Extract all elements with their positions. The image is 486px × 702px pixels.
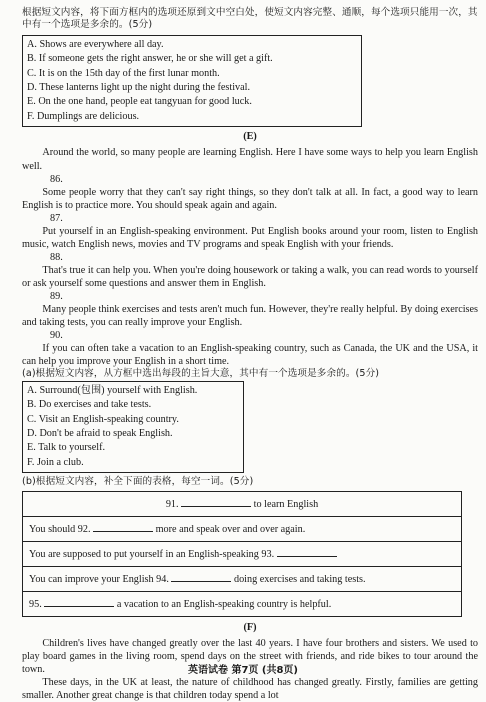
part-a-option-d: D. Don't be afraid to speak English.	[27, 428, 173, 439]
option-e: E. On the one hand, people eat tangyuan for good luck.	[27, 96, 252, 108]
answer-blank-94[interactable]	[171, 572, 231, 582]
section-e-paragraph-4: Many people think exercises and tests aren't much fun. However, they're really helpful. By doing exercises and taking tests, you can really improve your English.	[22, 304, 478, 329]
section-d-instruction: 根据短文内容，将下面方框内的选项还原到文中空白处，使短文内容完整、通顺，每个选项只能用一次，其中有一个选项是多余的。(5分)	[22, 7, 478, 31]
part-a-option-a: A. Surround(包围) yourself with English.	[27, 384, 198, 396]
question-87: 87.	[50, 212, 63, 224]
section-e-paragraph-3: That's true it can help you. When you're doing housework or taking a walk, you can read words to yourself or ask yourself some questions and answer them in English.	[22, 264, 478, 289]
part-a-option-b: B. Do exercises and take tests.	[27, 399, 152, 411]
blank-label-92: You should 92.	[29, 523, 91, 535]
question-90: 90.	[50, 330, 63, 342]
section-f-paragraph-2: These days, in the UK at least, the nature of childhood has changed greatly. Firstly, families are getting smaller. Another great change is that children today spend a lot	[22, 677, 478, 702]
table-cell	[23, 591, 462, 616]
question-88: 88.	[50, 251, 63, 263]
option-d: D. These lanterns light up the night during the festival.	[27, 81, 251, 93]
part-a-instruction: (a)根据短文内容，从方框中选出每段的主旨大意，其中有一个选项是多余的。(5分)	[22, 368, 380, 380]
answer-blank-92[interactable]	[93, 522, 153, 532]
part-a-options-box	[22, 381, 244, 474]
section-d-options-box	[22, 35, 362, 128]
table-cell	[23, 491, 462, 516]
option-a: A. Shows are everywhere all day.	[27, 38, 164, 50]
section-e-paragraph-5: If you can often take a vacation to an English-speaking country, such as Canada, the UK and the USA, it can help you improve your English in a short time.	[22, 343, 478, 368]
section-e-paragraph-2: Put yourself in an English-speaking environment. Put English books around your room, listen to English music, watch English news, movies and TV programs and speak English with your friends.	[22, 225, 478, 250]
blank-label-94: You can improve your English 94.	[29, 573, 169, 585]
table-row	[23, 491, 462, 516]
row-text: to learn English	[253, 498, 319, 510]
answer-blank-95[interactable]	[44, 597, 114, 607]
table-row	[23, 541, 462, 566]
blank-label-91: 91.	[165, 498, 179, 510]
table-cell	[23, 566, 462, 591]
section-e-title: (E)	[243, 131, 257, 143]
table-row	[23, 566, 462, 591]
page-footer: 英语试卷 第7页 (共8页)	[187, 665, 299, 676]
answer-blank-91[interactable]	[181, 497, 251, 507]
option-c: C. It is on the 15th day of the first lunar month.	[27, 67, 220, 79]
answer-blank-93[interactable]	[277, 547, 337, 557]
blank-label-93: You are supposed to put yourself in an English-speaking 93.	[29, 548, 275, 560]
table-row	[23, 516, 462, 541]
table-cell	[23, 541, 462, 566]
blank-label-95: 95.	[29, 598, 42, 610]
table-cell	[23, 516, 462, 541]
part-a-option-e: E. Talk to yourself.	[27, 442, 106, 454]
section-e-intro: Around the world, so many people are learning English. Here I have some ways to help you learn English well.	[22, 147, 478, 172]
option-b: B. If someone gets the right answer, he or she will get a gift.	[27, 53, 273, 65]
section-f-title: (F)	[243, 621, 257, 633]
table-row	[23, 591, 462, 616]
part-b-instruction: (b)根据短文内容，补全下面的表格，每空一词。(5分)	[22, 476, 254, 488]
question-86: 86.	[50, 173, 63, 185]
section-e-paragraph-1: Some people worry that they can't say right things, so they don't talk at all. In fact, a good way to learn English is to practice more. You should speak again and again.	[22, 186, 478, 211]
question-89: 89.	[50, 291, 63, 302]
part-a-option-c: C. Visit an English-speaking country.	[27, 413, 179, 425]
option-f: F. Dumplings are delicious.	[27, 110, 140, 122]
row-text: a vacation to an English-speaking country is helpful.	[116, 598, 332, 610]
row-text: doing exercises and taking tests.	[233, 573, 366, 585]
row-text: more and speak over and over again.	[155, 523, 306, 535]
section-f-paragraph-1: Children's lives have changed greatly over the last 40 years. I have four brothers and sisters. We used to play board games in the living room, spend days on the street with friends, and ride bikes to tour around the town.	[22, 638, 478, 676]
fill-in-table	[22, 491, 462, 617]
part-a-option-f: F. Join a club.	[27, 456, 84, 468]
